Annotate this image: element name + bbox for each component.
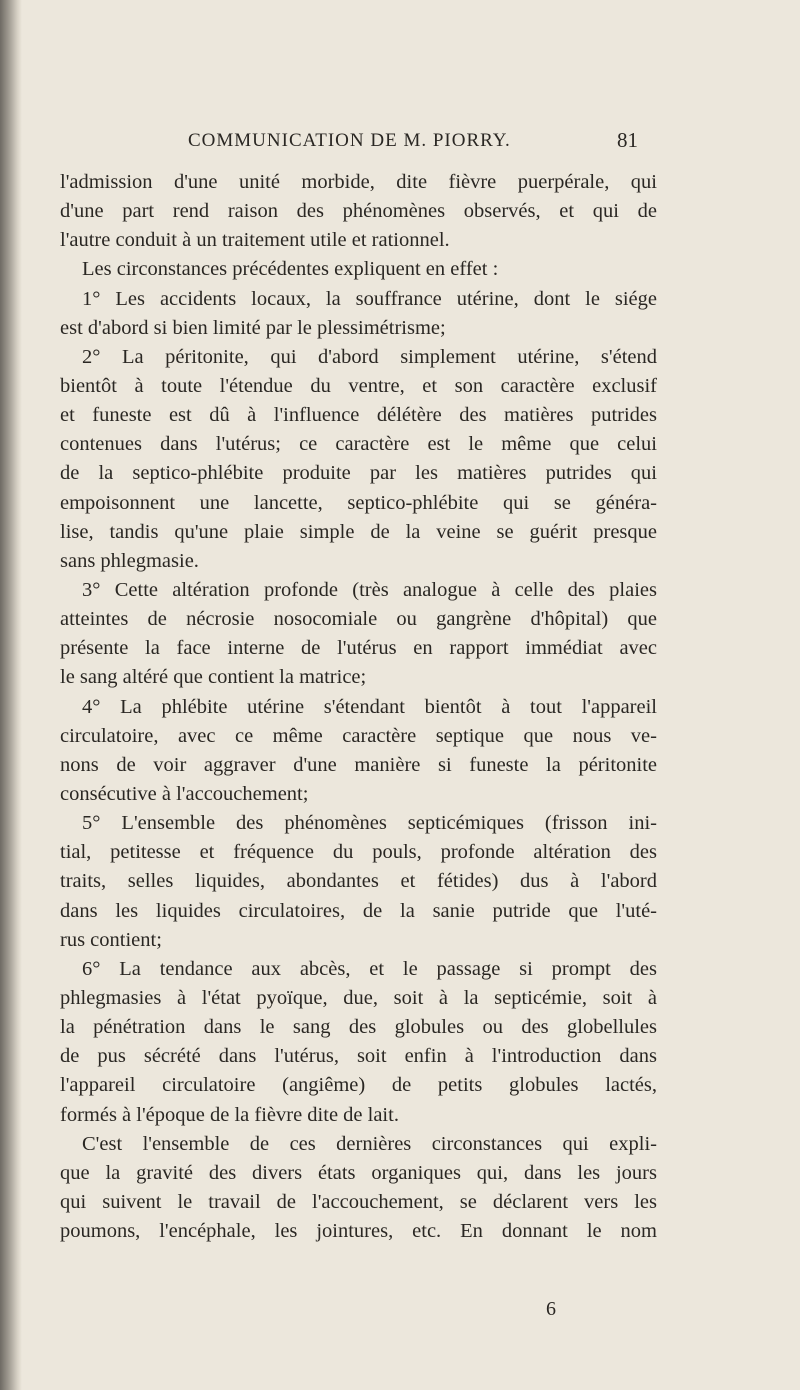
text-line: la pénétration dans le sang des globules ou des globellules (60, 1016, 657, 1039)
text-line: l'appareil circulatoire (angiême) de petits globules lactés, (60, 1074, 657, 1097)
text-line: de pus sécrété dans l'utérus, soit enfin à l'introduction dans (60, 1045, 657, 1068)
text-line: qui suivent le travail de l'accouchement, se déclarent vers les (60, 1190, 657, 1213)
text-line: 3° Cette altération profonde (très analogue à celle des plaies (82, 578, 657, 601)
page-number: 81 (617, 128, 638, 152)
text-line: poumons, l'encéphale, les jointures, etc. En donnant le nom (60, 1220, 657, 1243)
text-line: 6° La tendance aux abcès, et le passage si prompt des (82, 957, 657, 980)
page-header (0, 128, 800, 164)
text-line: rus contient; (60, 928, 162, 951)
text-line: C'est l'ensemble de ces dernières circonstances qui expli- (82, 1132, 657, 1155)
text-line: dans les liquides circulatoires, de la sanie putride que l'uté- (60, 899, 657, 922)
text-line: sans phlegmasie. (60, 549, 199, 572)
text-line: 1° Les accidents locaux, la souffrance utérine, dont le siége (82, 287, 657, 310)
text-line: l'autre conduit à un traitement utile et rationnel. (60, 229, 450, 252)
text-line: l'admission d'une unité morbide, dite fièvre puerpérale, qui (60, 171, 657, 193)
text-line: 5° L'ensemble des phénomènes septicémiques (frisson ini- (82, 812, 657, 835)
text-line: consécutive à l'accouchement; (60, 782, 309, 805)
text-line: bientôt à toute l'étendue du ventre, et son caractère exclusif (60, 374, 657, 397)
text-line: contenues dans l'utérus; ce caractère est le même que celui (60, 433, 657, 456)
binding-shadow (0, 0, 22, 1390)
text-line: nons de voir aggraver d'une manière si funeste la péritonite (60, 753, 657, 776)
text-line: tial, petitesse et fréquence du pouls, profonde altération des (60, 841, 657, 864)
text-line: circulatoire, avec ce même caractère septique que nous ve- (60, 724, 657, 747)
signature-mark: 6 (546, 1298, 556, 1320)
text-line: que la gravité des divers états organiques qui, dans les jours (60, 1161, 657, 1184)
text-line: le sang altéré que contient la matrice; (60, 666, 367, 689)
text-line: 4° La phlébite utérine s'étendant bientôt à tout l'appareil (82, 695, 657, 718)
text-line: Les circonstances précédentes expliquent en effet : (82, 258, 499, 281)
text-line: phlegmasies à l'état pyoïque, due, soit à la septicémie, soit à (60, 986, 657, 1009)
text-line: formés à l'époque de la fièvre dite de lait. (60, 1103, 399, 1126)
text-line: lise, tandis qu'une plaie simple de la veine se guérit presque (60, 520, 657, 543)
text-line: présente la face interne de l'utérus en rapport immédiat avec (60, 637, 657, 660)
text-line: d'une part rend raison des phénomènes observés, et qui de (60, 200, 657, 223)
text-line: atteintes de nécrosie nosocomiale ou gangrène d'hôpital) que (60, 608, 657, 631)
text-line: 2° La péritonite, qui d'abord simplement utérine, s'étend (82, 345, 657, 368)
page-body (60, 168, 657, 1246)
text-line: empoisonnent une lancette, septico-phlébite qui se généra- (60, 491, 657, 514)
running-title: COMMUNICATION DE M. PIORRY. (188, 130, 511, 151)
text-line: et funeste est dû à l'influence délétère des matières putrides (60, 404, 657, 427)
text-line: de la septico-phlébite produite par les matières putrides qui (60, 462, 657, 485)
text-line: traits, selles liquides, abondantes et fétides) dus à l'abord (60, 870, 657, 893)
text-line: est d'abord si bien limité par le plessimétrisme; (60, 316, 446, 339)
